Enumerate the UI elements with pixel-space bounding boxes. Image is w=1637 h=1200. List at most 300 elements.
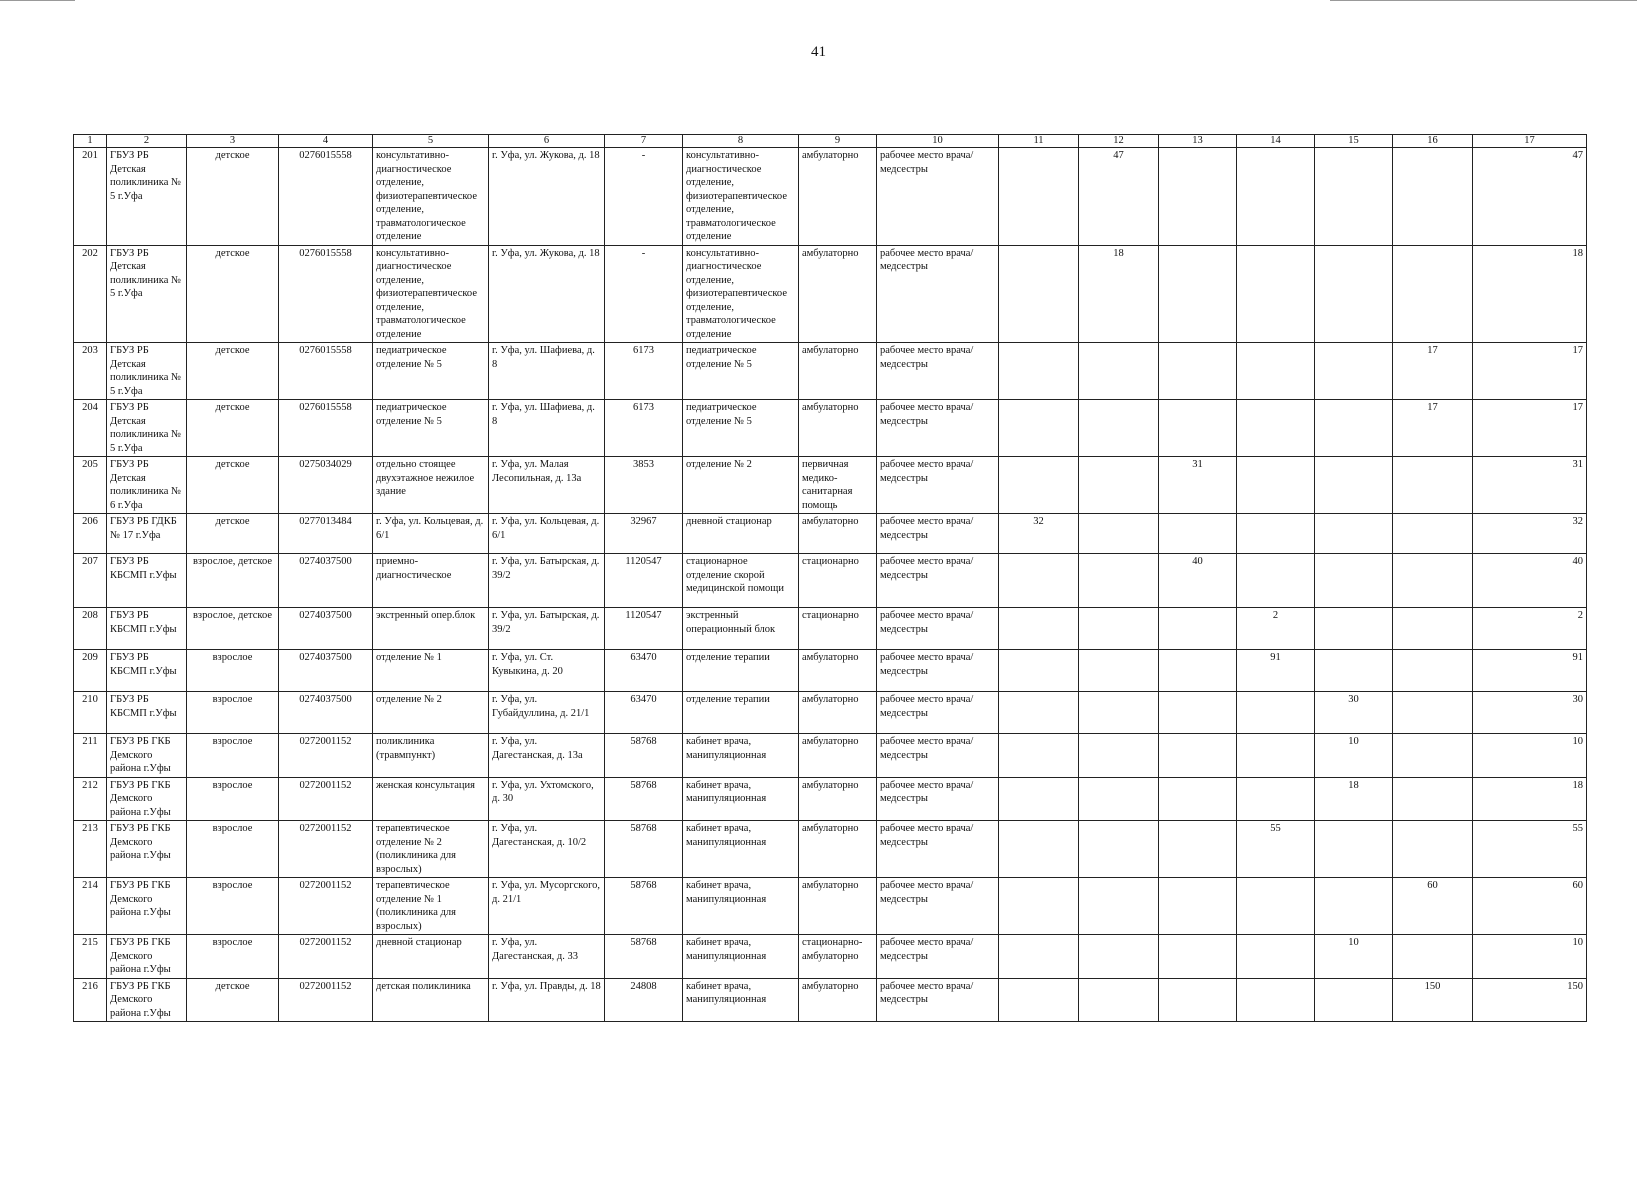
cell-c9: амбулаторно — [799, 878, 877, 935]
cell-addr: г. Уфа, ул. Кольцевая, д. 6/1 — [489, 514, 605, 554]
cell-c11 — [999, 935, 1079, 979]
column-header: 4 — [279, 135, 373, 148]
cell-type: детское — [187, 343, 279, 400]
cell-c7: 58768 — [605, 734, 683, 778]
cell-c15 — [1315, 245, 1393, 343]
cell-inn: 0275034029 — [279, 457, 373, 514]
cell-org: ГБУЗ РБ ГДКБ № 17 г.Уфа — [107, 514, 187, 554]
cell-inn: 0276015558 — [279, 400, 373, 457]
table-row — [74, 692, 1587, 734]
cell-c14 — [1237, 514, 1315, 554]
table-row — [74, 148, 1587, 246]
cell-c14 — [1237, 400, 1315, 457]
cell-obj: женская консультация — [373, 777, 489, 821]
cell-c9: стационарно-амбулаторно — [799, 935, 877, 979]
cell-c8: дневной стационар — [683, 514, 799, 554]
cell-c14 — [1237, 457, 1315, 514]
column-header: 9 — [799, 135, 877, 148]
cell-inn: 0274037500 — [279, 650, 373, 692]
cell-c13 — [1159, 692, 1237, 734]
cell-c11 — [999, 608, 1079, 650]
cell-c14 — [1237, 978, 1315, 1022]
column-header: 16 — [1393, 135, 1473, 148]
column-header: 7 — [605, 135, 683, 148]
cell-c14 — [1237, 554, 1315, 608]
cell-c15 — [1315, 148, 1393, 246]
cell-c12 — [1079, 608, 1159, 650]
cell-c10: рабочее место врача/медсестры — [877, 554, 999, 608]
cell-c11: 32 — [999, 514, 1079, 554]
cell-n: 202 — [74, 245, 107, 343]
cell-type: взрослое — [187, 734, 279, 778]
cell-org: ГБУЗ РБ КБСМП г.Уфы — [107, 650, 187, 692]
cell-type: детское — [187, 457, 279, 514]
cell-obj: г. Уфа, ул. Кольцевая, д. 6/1 — [373, 514, 489, 554]
column-header: 15 — [1315, 135, 1393, 148]
cell-c14 — [1237, 935, 1315, 979]
cell-c12: 47 — [1079, 148, 1159, 246]
cell-c16 — [1393, 554, 1473, 608]
table-row — [74, 777, 1587, 821]
cell-addr: г. Уфа, ул. Батырская, д. 39/2 — [489, 554, 605, 608]
cell-c9: первичная медико-санитарная помощь — [799, 457, 877, 514]
table-row — [74, 554, 1587, 608]
cell-c11 — [999, 343, 1079, 400]
cell-n: 207 — [74, 554, 107, 608]
cell-addr: г. Уфа, ул. Жукова, д. 18 — [489, 245, 605, 343]
cell-c8: педиатрическое отделение № 5 — [683, 400, 799, 457]
cell-obj: поликлиника (травмпункт) — [373, 734, 489, 778]
cell-c10: рабочее место врача/медсестры — [877, 148, 999, 246]
cell-org: ГБУЗ РБ Детская поликлиника № 5 г.Уфа — [107, 148, 187, 246]
cell-c11 — [999, 245, 1079, 343]
cell-c15: 10 — [1315, 734, 1393, 778]
cell-c12 — [1079, 650, 1159, 692]
cell-c7: 6173 — [605, 400, 683, 457]
cell-c17: 18 — [1473, 245, 1587, 343]
cell-c9: амбулаторно — [799, 514, 877, 554]
cell-c8: консультативно-диагностическое отделение, физиотерапевтическое отделение, травматологическое отделение — [683, 245, 799, 343]
column-header: 8 — [683, 135, 799, 148]
cell-c7: 32967 — [605, 514, 683, 554]
cell-org: ГБУЗ РБ Детская поликлиника № 5 г.Уфа — [107, 400, 187, 457]
cell-inn: 0276015558 — [279, 148, 373, 246]
cell-addr: г. Уфа, ул. Мусоргского, д. 21/1 — [489, 878, 605, 935]
cell-obj: отделение № 1 — [373, 650, 489, 692]
cell-c13 — [1159, 148, 1237, 246]
cell-c15: 30 — [1315, 692, 1393, 734]
cell-c8: кабинет врача, манипуляционная — [683, 978, 799, 1022]
cell-n: 206 — [74, 514, 107, 554]
cell-c10: рабочее место врача/медсестры — [877, 878, 999, 935]
column-header: 10 — [877, 135, 999, 148]
cell-c11 — [999, 457, 1079, 514]
cell-inn: 0272001152 — [279, 734, 373, 778]
cell-c8: стационарное отделение скорой медицинской помощи — [683, 554, 799, 608]
cell-org: ГБУЗ РБ КБСМП г.Уфы — [107, 692, 187, 734]
cell-n: 216 — [74, 978, 107, 1022]
cell-c9: амбулаторно — [799, 692, 877, 734]
cell-c16 — [1393, 514, 1473, 554]
cell-c11 — [999, 400, 1079, 457]
cell-c12 — [1079, 514, 1159, 554]
cell-c13 — [1159, 650, 1237, 692]
cell-c11 — [999, 692, 1079, 734]
cell-c17: 2 — [1473, 608, 1587, 650]
cell-inn: 0274037500 — [279, 554, 373, 608]
cell-c8: педиатрическое отделение № 5 — [683, 343, 799, 400]
cell-obj: педиатрическое отделение № 5 — [373, 343, 489, 400]
cell-c14: 55 — [1237, 821, 1315, 878]
cell-c14 — [1237, 148, 1315, 246]
cell-n: 214 — [74, 878, 107, 935]
cell-n: 203 — [74, 343, 107, 400]
cell-inn: 0274037500 — [279, 692, 373, 734]
cell-n: 201 — [74, 148, 107, 246]
cell-c7: 6173 — [605, 343, 683, 400]
cell-n: 208 — [74, 608, 107, 650]
cell-c9: амбулаторно — [799, 978, 877, 1022]
cell-c13 — [1159, 821, 1237, 878]
cell-n: 204 — [74, 400, 107, 457]
cell-c11 — [999, 821, 1079, 878]
cell-obj: детская поликлиника — [373, 978, 489, 1022]
column-header: 2 — [107, 135, 187, 148]
cell-addr: г. Уфа, ул. Шафиева, д. 8 — [489, 400, 605, 457]
cell-c14 — [1237, 777, 1315, 821]
cell-c11 — [999, 554, 1079, 608]
cell-c16 — [1393, 821, 1473, 878]
cell-c7: 58768 — [605, 777, 683, 821]
cell-type: детское — [187, 148, 279, 246]
cell-c7: 3853 — [605, 457, 683, 514]
cell-c13 — [1159, 343, 1237, 400]
cell-type: взрослое, детское — [187, 608, 279, 650]
cell-n: 211 — [74, 734, 107, 778]
cell-c17: 32 — [1473, 514, 1587, 554]
cell-c7: 24808 — [605, 978, 683, 1022]
cell-c10: рабочее место врача/медсестры — [877, 734, 999, 778]
cell-org: ГБУЗ РБ ГКБ Демского района г.Уфы — [107, 878, 187, 935]
cell-obj: консультативно-диагностическое отделение, физиотерапевтическое отделение, травматологическое отделение — [373, 148, 489, 246]
cell-org: ГБУЗ РБ КБСМП г.Уфы — [107, 554, 187, 608]
cell-addr: г. Уфа, ул. Дагестанская, д. 13а — [489, 734, 605, 778]
cell-c17: 30 — [1473, 692, 1587, 734]
table-row — [74, 734, 1587, 778]
cell-c9: амбулаторно — [799, 777, 877, 821]
cell-org: ГБУЗ РБ ГКБ Демского района г.Уфы — [107, 734, 187, 778]
cell-c17: 55 — [1473, 821, 1587, 878]
column-header: 11 — [999, 135, 1079, 148]
cell-c11 — [999, 978, 1079, 1022]
cell-c16 — [1393, 245, 1473, 343]
cell-addr: г. Уфа, ул. Ухтомского, д. 30 — [489, 777, 605, 821]
table-row — [74, 978, 1587, 1022]
cell-c15 — [1315, 457, 1393, 514]
cell-obj: дневной стационар — [373, 935, 489, 979]
cell-obj: терапевтическое отделение № 2 (поликлиника для взрослых) — [373, 821, 489, 878]
cell-c16 — [1393, 734, 1473, 778]
cell-c10: рабочее место врача/медсестры — [877, 777, 999, 821]
cell-c13 — [1159, 514, 1237, 554]
column-header: 14 — [1237, 135, 1315, 148]
cell-c16: 150 — [1393, 978, 1473, 1022]
cell-c16: 17 — [1393, 400, 1473, 457]
table-body — [74, 148, 1587, 1022]
cell-inn: 0277013484 — [279, 514, 373, 554]
cell-c17: 60 — [1473, 878, 1587, 935]
cell-n: 213 — [74, 821, 107, 878]
cell-c12 — [1079, 400, 1159, 457]
cell-c8: отделение терапии — [683, 692, 799, 734]
cell-c15 — [1315, 650, 1393, 692]
table-row — [74, 245, 1587, 343]
cell-c17: 31 — [1473, 457, 1587, 514]
cell-inn: 0272001152 — [279, 821, 373, 878]
cell-c17: 40 — [1473, 554, 1587, 608]
cell-c10: рабочее место врача/медсестры — [877, 935, 999, 979]
data-table — [73, 134, 1587, 1022]
cell-addr: г. Уфа, ул. Ст. Кувыкина, д. 20 — [489, 650, 605, 692]
cell-c7: 63470 — [605, 692, 683, 734]
cell-c13 — [1159, 878, 1237, 935]
cell-c17: 47 — [1473, 148, 1587, 246]
cell-c9: амбулаторно — [799, 343, 877, 400]
cell-org: ГБУЗ РБ КБСМП г.Уфы — [107, 608, 187, 650]
cell-c15: 18 — [1315, 777, 1393, 821]
cell-n: 205 — [74, 457, 107, 514]
cell-c15 — [1315, 878, 1393, 935]
cell-c8: консультативно-диагностическое отделение, физиотерапевтическое отделение, травматологическое отделение — [683, 148, 799, 246]
table-row — [74, 608, 1587, 650]
cell-c10: рабочее место врача/медсестры — [877, 608, 999, 650]
cell-c16 — [1393, 935, 1473, 979]
cell-c7: 1120547 — [605, 554, 683, 608]
cell-c14: 91 — [1237, 650, 1315, 692]
column-header: 6 — [489, 135, 605, 148]
cell-c13: 40 — [1159, 554, 1237, 608]
cell-c13 — [1159, 935, 1237, 979]
cell-c11 — [999, 650, 1079, 692]
cell-c15 — [1315, 821, 1393, 878]
cell-n: 210 — [74, 692, 107, 734]
cell-org: ГБУЗ РБ Детская поликлиника № 5 г.Уфа — [107, 343, 187, 400]
scan-top-edge-right — [1330, 0, 1637, 1]
cell-addr: г. Уфа, ул. Губайдуллина, д. 21/1 — [489, 692, 605, 734]
cell-c8: отделение терапии — [683, 650, 799, 692]
cell-c9: стационарно — [799, 608, 877, 650]
cell-c8: отделение № 2 — [683, 457, 799, 514]
cell-addr: г. Уфа, ул. Малая Лесопильная, д. 13а — [489, 457, 605, 514]
cell-inn: 0274037500 — [279, 608, 373, 650]
cell-type: детское — [187, 514, 279, 554]
cell-type: детское — [187, 978, 279, 1022]
cell-c14 — [1237, 245, 1315, 343]
cell-obj: приемно-диагностическое — [373, 554, 489, 608]
table-row — [74, 514, 1587, 554]
cell-c7: 58768 — [605, 878, 683, 935]
cell-n: 215 — [74, 935, 107, 979]
cell-c11 — [999, 878, 1079, 935]
cell-c10: рабочее место врача/медсестры — [877, 821, 999, 878]
cell-c12 — [1079, 734, 1159, 778]
cell-addr: г. Уфа, ул. Батырская, д. 39/2 — [489, 608, 605, 650]
cell-c9: амбулаторно — [799, 245, 877, 343]
cell-c7: 1120547 — [605, 608, 683, 650]
cell-c9: амбулаторно — [799, 400, 877, 457]
cell-c16 — [1393, 692, 1473, 734]
cell-obj: экстренный опер.блок — [373, 608, 489, 650]
cell-c12 — [1079, 343, 1159, 400]
cell-org: ГБУЗ РБ Детская поликлиника № 5 г.Уфа — [107, 245, 187, 343]
cell-c9: стационарно — [799, 554, 877, 608]
table-row — [74, 343, 1587, 400]
cell-c9: амбулаторно — [799, 148, 877, 246]
cell-c16: 17 — [1393, 343, 1473, 400]
cell-inn: 0272001152 — [279, 935, 373, 979]
cell-c15: 10 — [1315, 935, 1393, 979]
cell-c12 — [1079, 554, 1159, 608]
cell-c16 — [1393, 457, 1473, 514]
cell-c10: рабочее место врача/медсестры — [877, 245, 999, 343]
cell-c11 — [999, 734, 1079, 778]
cell-c12: 18 — [1079, 245, 1159, 343]
cell-c8: кабинет врача, манипуляционная — [683, 821, 799, 878]
cell-c17: 17 — [1473, 400, 1587, 457]
cell-org: ГБУЗ РБ Детская поликлиника № 6 г.Уфа — [107, 457, 187, 514]
column-header: 5 — [373, 135, 489, 148]
cell-n: 212 — [74, 777, 107, 821]
cell-type: взрослое — [187, 650, 279, 692]
cell-c17: 91 — [1473, 650, 1587, 692]
cell-c13 — [1159, 245, 1237, 343]
cell-c17: 18 — [1473, 777, 1587, 821]
cell-c16 — [1393, 650, 1473, 692]
cell-c16 — [1393, 148, 1473, 246]
cell-c10: рабочее место врача/медсестры — [877, 978, 999, 1022]
cell-type: взрослое — [187, 821, 279, 878]
table-row — [74, 935, 1587, 979]
cell-c14: 2 — [1237, 608, 1315, 650]
cell-c13: 31 — [1159, 457, 1237, 514]
column-header: 1 — [74, 135, 107, 148]
cell-c10: рабочее место врача/медсестры — [877, 514, 999, 554]
scan-top-edge-left — [0, 0, 75, 1]
cell-type: детское — [187, 245, 279, 343]
column-header: 12 — [1079, 135, 1159, 148]
cell-addr: г. Уфа, ул. Дагестанская, д. 10/2 — [489, 821, 605, 878]
cell-c9: амбулаторно — [799, 650, 877, 692]
table-row — [74, 650, 1587, 692]
cell-inn: 0272001152 — [279, 777, 373, 821]
cell-addr: г. Уфа, ул. Жукова, д. 18 — [489, 148, 605, 246]
cell-c14 — [1237, 343, 1315, 400]
cell-c10: рабочее место врача/медсестры — [877, 692, 999, 734]
cell-c8: кабинет врача, манипуляционная — [683, 777, 799, 821]
cell-c17: 10 — [1473, 734, 1587, 778]
cell-c12 — [1079, 821, 1159, 878]
cell-c12 — [1079, 878, 1159, 935]
cell-obj: консультативно-диагностическое отделение, физиотерапевтическое отделение, травматологическое отделение — [373, 245, 489, 343]
cell-inn: 0276015558 — [279, 343, 373, 400]
page-number: 41 — [811, 44, 826, 60]
cell-c9: амбулаторно — [799, 734, 877, 778]
table-row — [74, 400, 1587, 457]
cell-c13 — [1159, 978, 1237, 1022]
table-row — [74, 457, 1587, 514]
cell-c10: рабочее место врача/медсестры — [877, 650, 999, 692]
cell-c15 — [1315, 554, 1393, 608]
cell-org: ГБУЗ РБ ГКБ Демского района г.Уфы — [107, 821, 187, 878]
cell-c16 — [1393, 777, 1473, 821]
cell-c16: 60 — [1393, 878, 1473, 935]
cell-inn: 0276015558 — [279, 245, 373, 343]
cell-c9: амбулаторно — [799, 821, 877, 878]
cell-n: 209 — [74, 650, 107, 692]
cell-c14 — [1237, 734, 1315, 778]
cell-c15 — [1315, 978, 1393, 1022]
cell-c8: экстренный операционный блок — [683, 608, 799, 650]
cell-c8: кабинет врача, манипуляционная — [683, 734, 799, 778]
cell-c7: 58768 — [605, 935, 683, 979]
cell-addr: г. Уфа, ул. Дагестанская, д. 33 — [489, 935, 605, 979]
cell-c12 — [1079, 978, 1159, 1022]
column-header: 17 — [1473, 135, 1587, 148]
table-row — [74, 878, 1587, 935]
cell-c12 — [1079, 457, 1159, 514]
cell-c12 — [1079, 777, 1159, 821]
cell-c14 — [1237, 878, 1315, 935]
cell-type: взрослое — [187, 878, 279, 935]
cell-c17: 150 — [1473, 978, 1587, 1022]
cell-c11 — [999, 148, 1079, 246]
cell-c14 — [1237, 692, 1315, 734]
cell-addr: г. Уфа, ул. Правды, д. 18 — [489, 978, 605, 1022]
cell-inn: 0272001152 — [279, 978, 373, 1022]
cell-c17: 10 — [1473, 935, 1587, 979]
column-header: 3 — [187, 135, 279, 148]
cell-c10: рабочее место врача/медсестры — [877, 457, 999, 514]
cell-c13 — [1159, 777, 1237, 821]
cell-c7: - — [605, 245, 683, 343]
cell-type: детское — [187, 400, 279, 457]
cell-addr: г. Уфа, ул. Шафиева, д. 8 — [489, 343, 605, 400]
table-row — [74, 821, 1587, 878]
cell-c10: рабочее место врача/медсестры — [877, 400, 999, 457]
cell-c13 — [1159, 734, 1237, 778]
cell-type: взрослое — [187, 777, 279, 821]
cell-c16 — [1393, 608, 1473, 650]
cell-org: ГБУЗ РБ ГКБ Демского района г.Уфы — [107, 978, 187, 1022]
cell-obj: терапевтическое отделение № 1 (поликлиника для взрослых) — [373, 878, 489, 935]
cell-c7: 58768 — [605, 821, 683, 878]
cell-type: взрослое — [187, 692, 279, 734]
cell-inn: 0272001152 — [279, 878, 373, 935]
cell-org: ГБУЗ РБ ГКБ Демского района г.Уфы — [107, 777, 187, 821]
cell-c11 — [999, 777, 1079, 821]
cell-c12 — [1079, 935, 1159, 979]
cell-c17: 17 — [1473, 343, 1587, 400]
cell-c15 — [1315, 400, 1393, 457]
cell-c12 — [1079, 692, 1159, 734]
cell-obj: педиатрическое отделение № 5 — [373, 400, 489, 457]
cell-c8: кабинет врача, манипуляционная — [683, 935, 799, 979]
cell-c15 — [1315, 343, 1393, 400]
cell-c10: рабочее место врача/медсестры — [877, 343, 999, 400]
cell-obj: отделение № 2 — [373, 692, 489, 734]
cell-c7: - — [605, 148, 683, 246]
cell-c8: кабинет врача, манипуляционная — [683, 878, 799, 935]
